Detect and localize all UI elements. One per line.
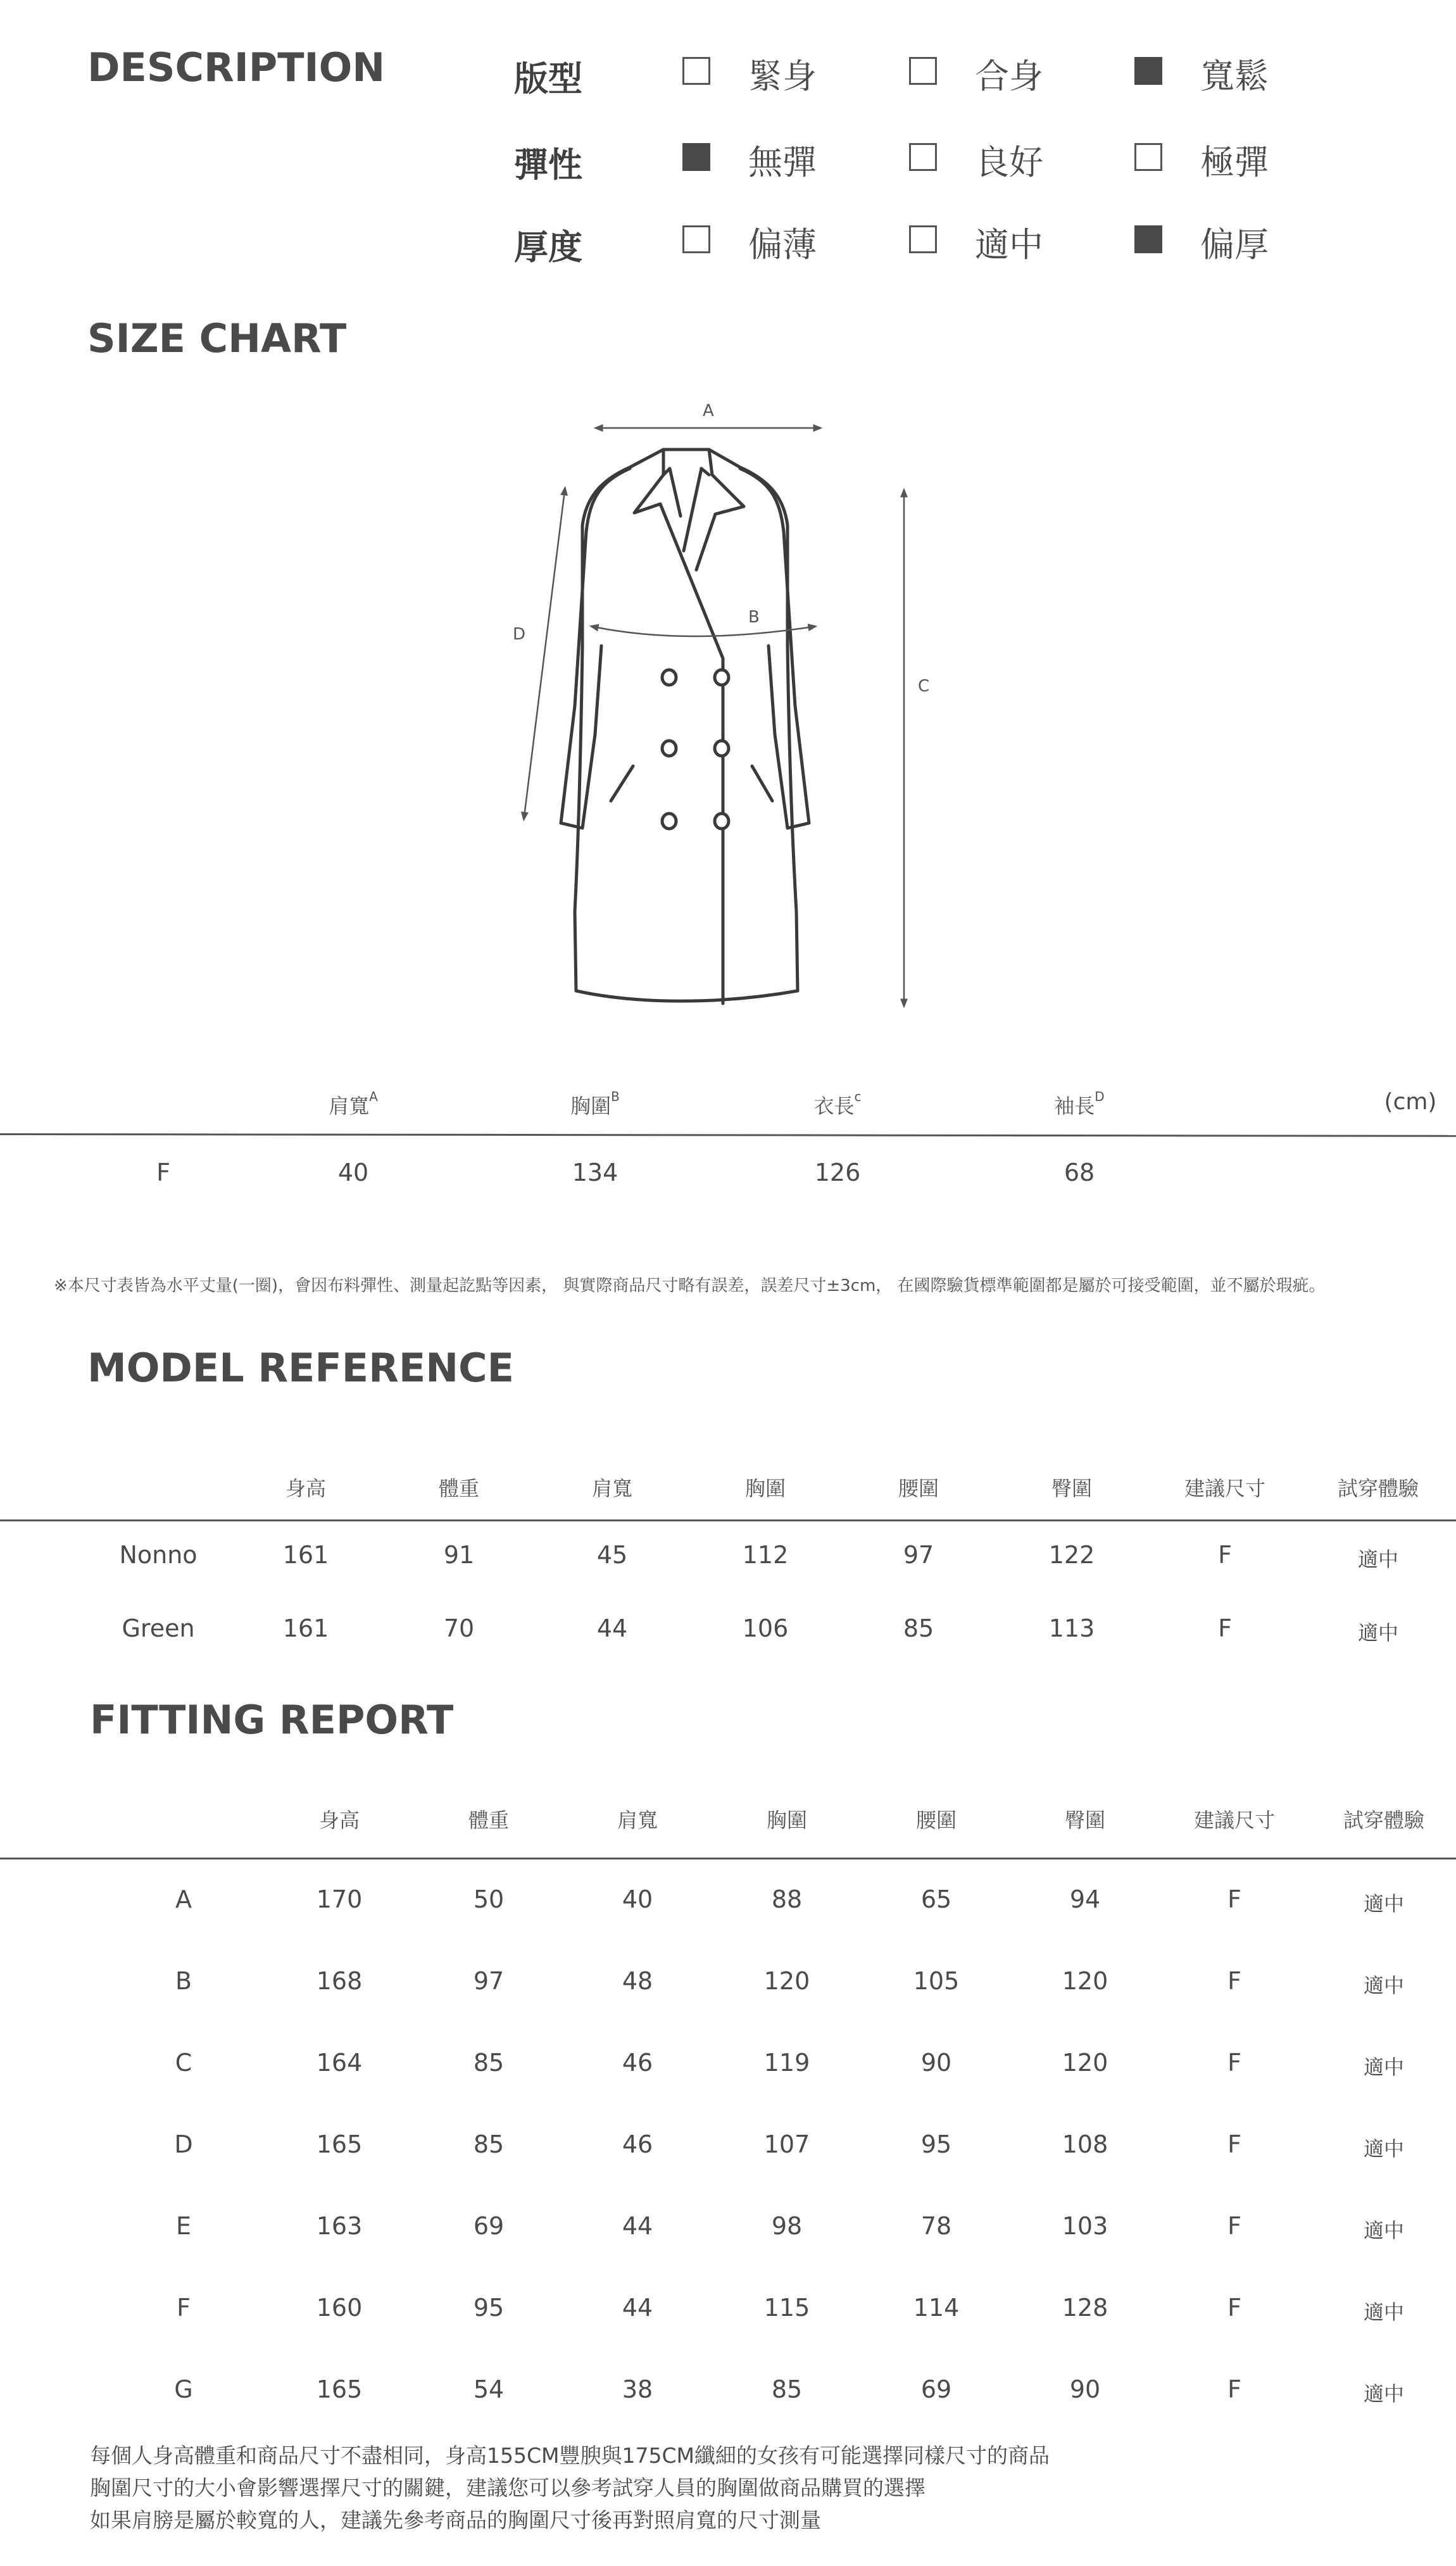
size-table-cell: 40	[337, 1159, 369, 1186]
dimension-d-label: D	[513, 625, 526, 644]
table-cell: 160	[316, 2294, 363, 2322]
table-cell: 161	[282, 1541, 329, 1569]
model-reference-header: 肩寬	[591, 1476, 633, 1500]
table-cell: 85	[903, 1614, 934, 1642]
table-cell: 48	[622, 1967, 653, 1995]
table-cell: F	[1227, 2130, 1241, 2158]
fitting-footnote-2: 胸圍尺寸的大小會影響選擇尺寸的關鍵，建議您可以參考試穿人員的胸圍做商品購買的選擇	[90, 2475, 926, 2500]
size-table-cell: 134	[572, 1159, 618, 1186]
size-chart-title: SIZE CHART	[87, 315, 347, 362]
table-cell: 85	[473, 2049, 505, 2077]
option-checkbox[interactable]	[909, 57, 937, 85]
table-cell: 適中	[1363, 2137, 1405, 2161]
coat-diagram	[494, 380, 950, 1026]
table-cell: 85	[771, 2375, 803, 2403]
table-cell: 95	[473, 2294, 505, 2322]
option-label: 緊身	[748, 56, 817, 96]
model-reference-title: MODEL REFERENCE	[87, 1345, 514, 1391]
size-table-header: 肩寬$^A$	[329, 1089, 378, 1118]
table-cell: 適中	[1363, 1973, 1405, 1997]
fitting-report-header: 身高	[318, 1808, 360, 1832]
table-cell: 97	[473, 1967, 505, 1995]
table-cell: 90	[920, 2049, 952, 2077]
table-row-name: A	[175, 1885, 192, 1913]
size-table-cell: 68	[1064, 1159, 1095, 1186]
table-cell: 44	[596, 1614, 628, 1642]
fitting-report-divider	[0, 1858, 1456, 1859]
fitting-report-header: 腰圍	[915, 1808, 957, 1832]
option-checkbox[interactable]	[1134, 57, 1162, 85]
table-cell: 90	[1069, 2375, 1101, 2403]
fitting-report-header: 建議尺寸	[1193, 1808, 1276, 1832]
table-cell: 38	[622, 2375, 653, 2403]
table-cell: 119	[763, 2049, 810, 2077]
option-label: 無彈	[748, 142, 817, 182]
size-chart-note: ※本尺寸表皆為水平丈量(一圈)，會因布料彈性、測量起訖點等因素， 與實際商品尺寸略有誤差，誤差尺寸±3cm， 在國際驗貨標準範圍都是屬於可接受範圍，並不屬於瑕疵。	[54, 1276, 1326, 1295]
fitting-report-header: 肩寬	[617, 1808, 658, 1832]
table-cell: 46	[622, 2049, 653, 2077]
table-cell: 103	[1062, 2212, 1108, 2240]
table-cell: 95	[920, 2130, 952, 2158]
table-cell: 120	[1062, 2049, 1108, 2077]
model-reference-header: 建議尺寸	[1184, 1476, 1266, 1500]
table-cell: 50	[473, 1885, 505, 1913]
coat-left-sleeve	[561, 469, 630, 828]
table-row-name: D	[174, 2130, 193, 2158]
table-cell: 69	[920, 2375, 952, 2403]
description-row-label: 厚度	[514, 227, 582, 267]
table-cell: 適中	[1363, 2055, 1405, 2079]
table-cell: 44	[622, 2294, 653, 2322]
option-checkbox[interactable]	[909, 225, 937, 253]
description-title: DESCRIPTION	[87, 44, 386, 91]
table-cell: F	[1227, 2294, 1241, 2322]
model-reference-header: 腰圍	[898, 1476, 939, 1500]
dimension-a-label: A	[703, 401, 714, 420]
coat-collar-right	[696, 450, 744, 570]
option-checkbox[interactable]	[682, 225, 710, 253]
table-cell: 適中	[1357, 1621, 1399, 1645]
size-table-divider	[0, 1133, 1456, 1137]
table-row-name: G	[174, 2375, 193, 2403]
table-cell: 88	[771, 1885, 803, 1913]
model-reference-header: 試穿體驗	[1337, 1476, 1419, 1500]
option-checkbox[interactable]	[682, 143, 710, 171]
coat-right-sleeve	[740, 469, 809, 828]
table-cell: 128	[1062, 2294, 1108, 2322]
table-cell: F	[1218, 1614, 1232, 1642]
table-cell: 97	[903, 1541, 934, 1569]
table-cell: F	[1227, 1885, 1241, 1913]
table-cell: 107	[763, 2130, 810, 2158]
table-cell: 105	[913, 1967, 960, 1995]
table-row-name: F	[177, 2294, 191, 2322]
size-table-header: 衣長$^c$	[813, 1089, 862, 1118]
size-table-header: 袖長$^D$	[1054, 1089, 1105, 1118]
table-row-name: C	[175, 2049, 192, 2077]
size-table-size: F	[156, 1159, 170, 1186]
table-cell: 91	[443, 1541, 475, 1569]
table-cell: 85	[473, 2130, 505, 2158]
size-table-header: 胸圍$^B$	[570, 1089, 620, 1118]
coat-pocket-left	[611, 766, 633, 801]
table-cell: 適中	[1357, 1547, 1399, 1571]
table-cell: 45	[596, 1541, 628, 1569]
table-cell: F	[1227, 2049, 1241, 2077]
option-label: 偏厚	[1200, 225, 1269, 265]
dimension-b-arrow	[594, 627, 813, 636]
table-row-name: E	[175, 2212, 192, 2240]
fitting-report-header: 臀圍	[1064, 1808, 1106, 1832]
table-cell: 94	[1069, 1885, 1101, 1913]
fitting-report-header: 試穿體驗	[1343, 1808, 1425, 1832]
model-reference-header: 體重	[438, 1476, 480, 1500]
table-cell: 78	[920, 2212, 952, 2240]
table-cell: 120	[1062, 1967, 1108, 1995]
table-cell: 108	[1062, 2130, 1108, 2158]
option-label: 偏薄	[748, 225, 817, 265]
option-label: 良好	[975, 142, 1043, 182]
option-checkbox[interactable]	[1134, 225, 1162, 253]
table-cell: 122	[1048, 1541, 1095, 1569]
option-label: 合身	[975, 56, 1043, 96]
option-checkbox[interactable]	[1134, 143, 1162, 171]
table-cell: 70	[443, 1614, 475, 1642]
table-row-name: Nonno	[119, 1541, 198, 1569]
option-label: 極彈	[1200, 142, 1269, 182]
fitting-report-header: 體重	[468, 1808, 510, 1832]
size-table-cell: 126	[814, 1159, 861, 1186]
option-checkbox[interactable]	[909, 143, 937, 171]
coat-collar-left	[634, 450, 723, 658]
table-row-name: Green	[122, 1614, 195, 1642]
table-cell: F	[1218, 1541, 1232, 1569]
dimension-b-label: B	[748, 608, 760, 627]
table-cell: 106	[742, 1614, 789, 1642]
table-cell: 112	[742, 1541, 789, 1569]
table-cell: 113	[1048, 1614, 1095, 1642]
table-cell: 114	[913, 2294, 960, 2322]
coat-buttons	[662, 670, 729, 829]
option-label: 適中	[975, 225, 1043, 265]
table-cell: 適中	[1363, 2382, 1405, 2406]
description-row-label: 彈性	[514, 145, 582, 185]
option-label: 寬鬆	[1200, 56, 1269, 96]
table-cell: 適中	[1363, 2218, 1405, 2242]
model-reference-divider	[0, 1519, 1456, 1521]
unit-label: (cm)	[1384, 1089, 1437, 1115]
table-cell: 40	[622, 1885, 653, 1913]
table-row-name: B	[175, 1967, 192, 1995]
model-reference-header: 身高	[285, 1476, 327, 1500]
table-cell: 168	[316, 1967, 363, 1995]
table-cell: 120	[763, 1967, 810, 1995]
table-cell: 65	[920, 1885, 952, 1913]
table-cell: 164	[316, 2049, 363, 2077]
coat-pocket-right	[752, 766, 772, 801]
table-cell: 44	[622, 2212, 653, 2240]
table-cell: 適中	[1363, 1892, 1405, 1916]
table-cell: 98	[771, 2212, 803, 2240]
fitting-footnote-1: 每個人身高體重和商品尺寸不盡相同，身高155CM豐腴與175CM纖細的女孩有可能選擇同樣尺寸的商品	[90, 2443, 1050, 2468]
table-cell: F	[1227, 2212, 1241, 2240]
table-cell: 54	[473, 2375, 505, 2403]
fitting-report-title: FITTING REPORT	[90, 1697, 454, 1743]
table-cell: 適中	[1363, 2300, 1405, 2324]
table-cell: 170	[316, 1885, 363, 1913]
table-cell: 46	[622, 2130, 653, 2158]
option-checkbox[interactable]	[682, 57, 710, 85]
model-reference-header: 臀圍	[1051, 1476, 1093, 1500]
fitting-footnote-3: 如果肩膀是屬於較寬的人，建議先參考商品的胸圍尺寸後再對照肩寬的尺寸測量	[90, 2508, 821, 2532]
description-row-label: 版型	[514, 59, 582, 99]
table-cell: F	[1227, 2375, 1241, 2403]
table-cell: 161	[282, 1614, 329, 1642]
table-cell: F	[1227, 1967, 1241, 1995]
table-cell: 163	[316, 2212, 363, 2240]
table-cell: 115	[763, 2294, 810, 2322]
table-cell: 69	[473, 2212, 505, 2240]
dimension-d-arrow	[524, 491, 565, 817]
model-reference-header: 胸圍	[744, 1476, 786, 1500]
table-cell: 165	[316, 2375, 363, 2403]
dimension-c-label: C	[918, 677, 930, 696]
fitting-report-header: 胸圍	[766, 1808, 808, 1832]
table-cell: 165	[316, 2130, 363, 2158]
